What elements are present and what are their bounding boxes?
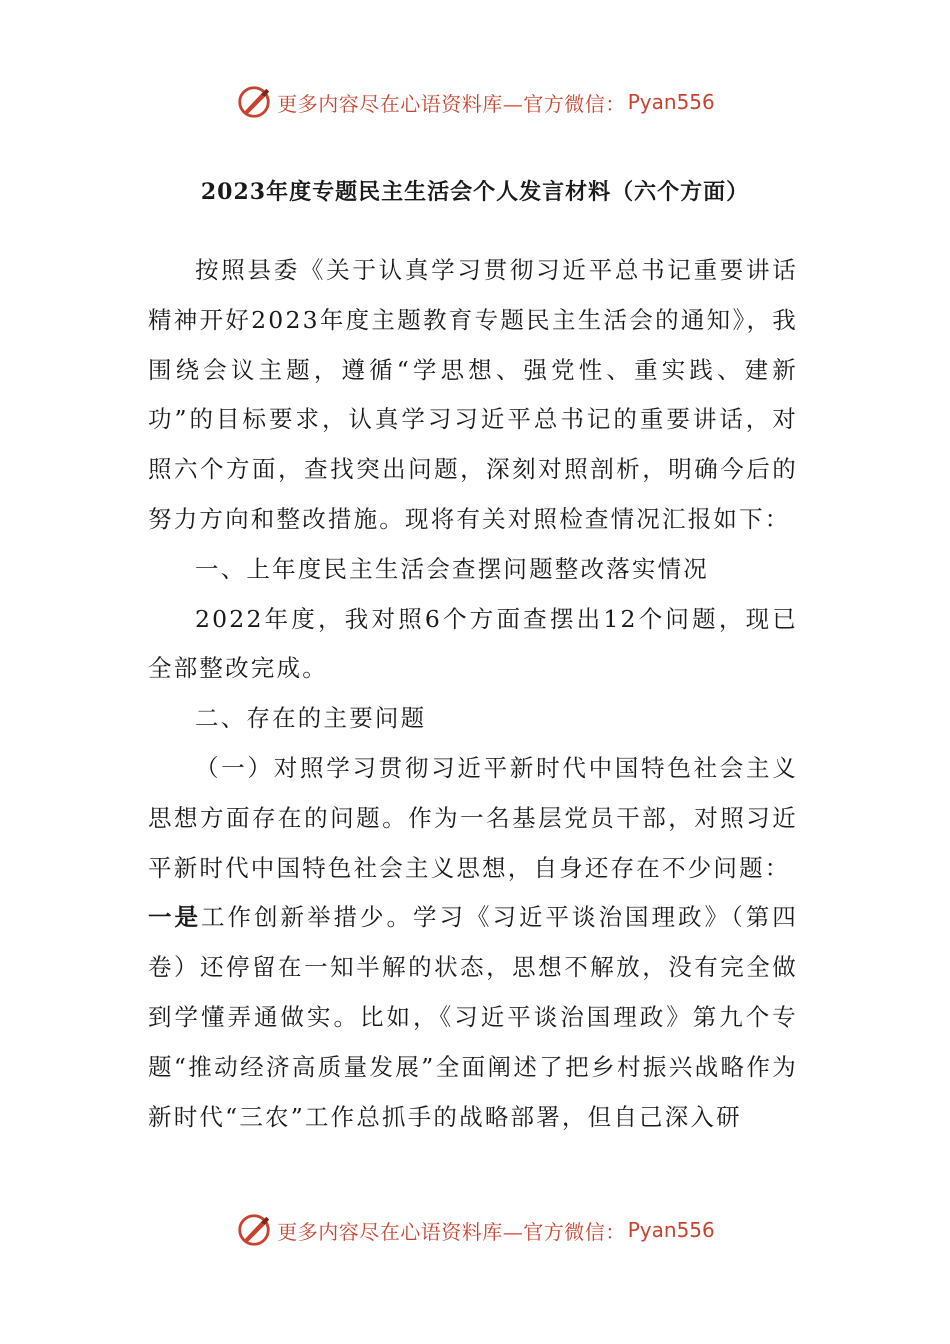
watermark-footer xyxy=(0,1210,950,1250)
watermark-wechat-id: Pyan556 xyxy=(627,1218,715,1242)
document-body xyxy=(148,246,798,1142)
paragraph-intro: 按照县委《关于认真学习贯彻习近平总书记重要讲话精神开好2023年度主题教育专题民主生活会的通知》，我围绕会议主题，遵循“学思想、强党性、重实践、建新功”的目标要求，认真学习习近平总书记的重要讲话，对照六个方面，查找突出问题，深刻对照剖析，明确今后的努力方向和整改措施。现将有关对照检查情况汇报如下： xyxy=(148,256,798,533)
watermark-header xyxy=(0,82,950,122)
paragraph-point-1 xyxy=(148,893,798,1142)
paragraph-2022: 2022年度，我对照6个方面查摆出12个问题，现已全部整改完成。 xyxy=(148,604,798,683)
document-title: 2023年度专题民主生活会个人发言材料（六个方面） xyxy=(200,179,750,205)
paragraph-subsection-1: （一）对照学习贯彻习近平新时代中国特色社会主义思想方面存在的问题。作为一名基层党员干部，对照习近平新时代中国特色社会主义思想，自身还存在不少问题： xyxy=(148,753,798,882)
point-text: 工作创新举措少。学习《习近平谈治国理政》（第四卷）还停留在一知半解的状态，思想不解放，没有完全做到学懂弄通做实。比如，《习近平谈治国理政》第九个专题“推动经济高质量发展”全面阐述了把乡村振兴战略作为新时代“三农”工作总抓手的战略部署，但自己深入研 xyxy=(148,903,798,1131)
watermark-text: 更多内容尽在心语资料库—官方微信： xyxy=(277,1219,626,1244)
pen-logo-icon xyxy=(235,1211,273,1249)
heading-section-1: 一、上年度民主生活会查摆问题整改落实情况 xyxy=(195,554,709,583)
watermark-wechat-id: Pyan556 xyxy=(627,90,715,114)
watermark-text: 更多内容尽在心语资料库—官方微信： xyxy=(277,91,626,116)
pen-logo-icon xyxy=(235,83,273,121)
heading-section-2: 二、存在的主要问题 xyxy=(195,704,427,733)
point-lead: 一是 xyxy=(148,903,202,932)
